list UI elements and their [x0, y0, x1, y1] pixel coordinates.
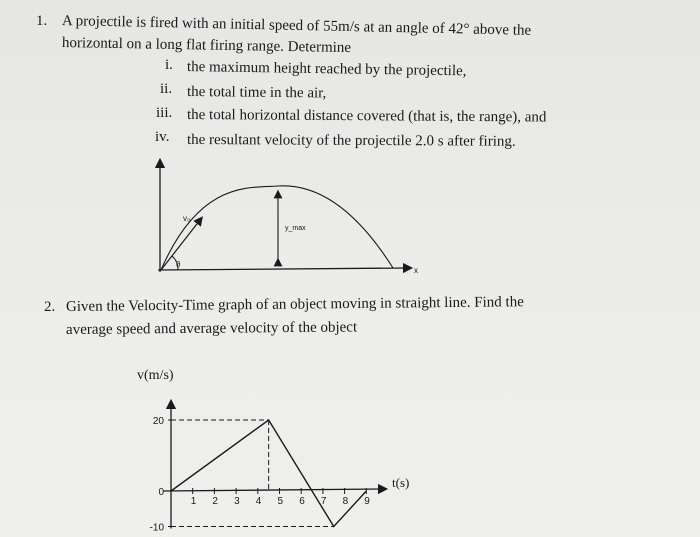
q1-part-i-number: i. — [165, 57, 173, 73]
question-2-line-1: Given the Velocity-Time graph of an object moving in straight line. Find the — [65, 294, 524, 315]
vt-x-tick-label-4: 4 — [255, 496, 262, 507]
vt-x-tick-label-3: 3 — [234, 496, 240, 507]
q1-part-ii-number: ii. — [160, 81, 173, 97]
vt-y-tick-label-0: 20 — [152, 416, 164, 427]
vt-x-tick-label-8: 8 — [342, 496, 349, 507]
vt-velocity-line — [171, 420, 366, 527]
x-axis-label: x — [414, 266, 418, 275]
q1-part-iii-text: the total horizontal distance covered (that is, the range), and — [186, 107, 547, 126]
vt-x-axis-label: t(s) — [392, 475, 410, 490]
vt-x-tick-label-7: 7 — [320, 496, 327, 507]
question-1-line-1: A projectile is fired with an initial speed of 55m/s at an angle of 42° above the — [61, 13, 532, 39]
q1-part-iii-number: iii. — [156, 105, 173, 121]
q1-part-iv-number: iv. — [155, 129, 170, 145]
vt-axes — [163, 404, 383, 529]
vt-x-tick-label-6: 6 — [299, 496, 305, 507]
vt-x-axis — [163, 489, 383, 491]
q1-part-i-text: the maximum height reached by the projectile, — [186, 59, 467, 80]
initial-velocity-label: v₀ — [183, 214, 191, 223]
vt-y-axis-label: v(m/s) — [137, 368, 174, 383]
question-2-number: 2. — [44, 299, 56, 315]
vt-series — [171, 420, 366, 527]
q1-part-ii-text: the total time in the air, — [186, 84, 327, 102]
vt-x-tick-label-5: 5 — [277, 496, 284, 507]
launch-angle-label: θ — [176, 260, 181, 269]
q1-part-iv-text: the resultant velocity of the projectile 2.0 s after firing. — [186, 132, 516, 150]
vt-y-tick-label-2: -10 — [149, 522, 164, 534]
question-2-line-2: average speed and average velocity of the object — [65, 319, 358, 338]
vt-ticks — [150, 416, 371, 534]
vt-x-tick-label-2: 2 — [212, 496, 218, 507]
vt-x-tick-label-1: 1 — [190, 496, 197, 507]
vt-y-tick-label-1: 0 — [158, 487, 164, 498]
vt-x-tick-label-9: 9 — [364, 496, 370, 507]
question-1-number: 1. — [36, 13, 48, 29]
question-1-line-2: horizontal on a long flat firing range. Determine — [61, 35, 352, 57]
max-height-label: y_max — [285, 225, 306, 232]
